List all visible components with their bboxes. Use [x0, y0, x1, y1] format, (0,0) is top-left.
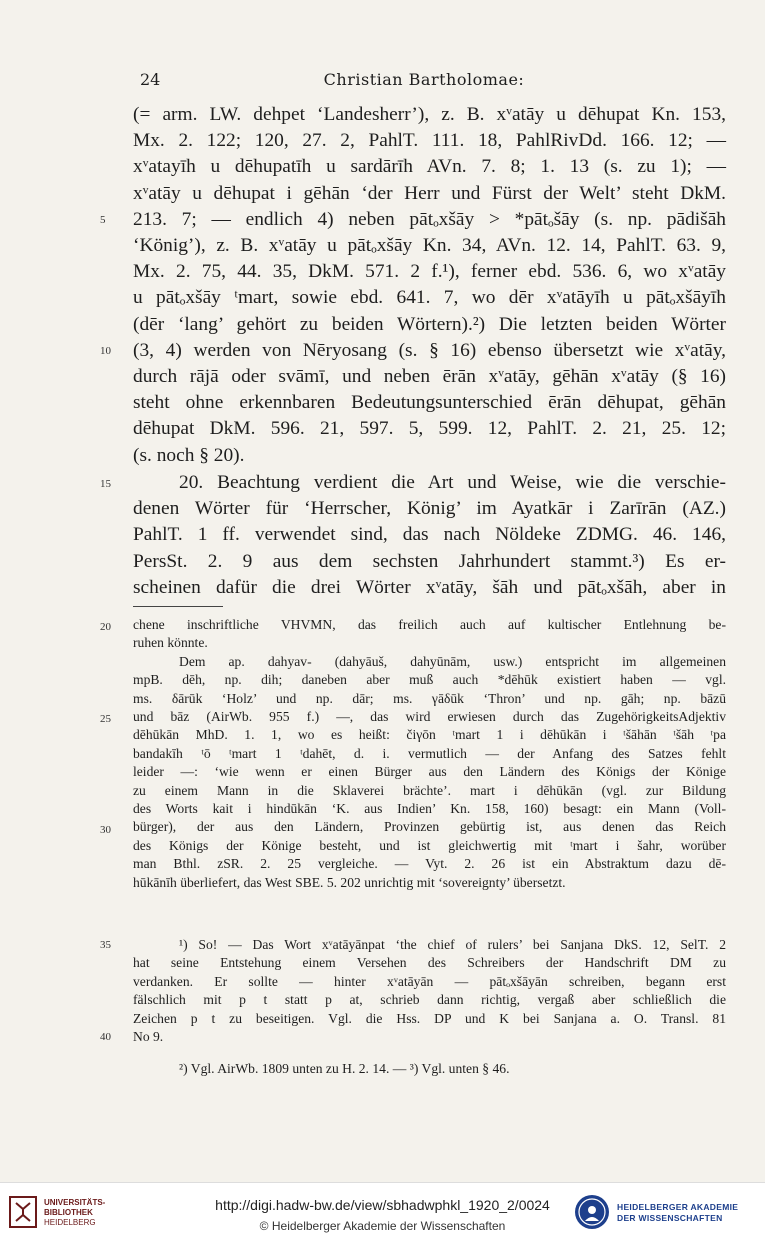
text-line: 213. 7; — endlich 4) neben pātₒxšāy > *pātₒšāy (s. np. pādišāh [133, 208, 726, 230]
footnote-line: zu einem Mann in die Sklaverei brächte’. mart i dēhūkān (vgl. zur Bildung [133, 782, 726, 798]
line-number: 25 [100, 713, 111, 725]
footnote-line: chene inschriftliche VHVMN, das freilich auch auf kultischer Entlehnung be- [133, 617, 726, 632]
text-line: ‘König’), z. B. xᵛatāy u pātₒxšāy Kn. 34, AVn. 12. 14, PahlT. 63. 9, [133, 235, 726, 257]
footnote-line: No 9. [133, 1029, 164, 1045]
text-line: (= arm. LW. dehpet ‘Landesherr’), z. B. xᵛatāy u dēhupat Kn. 153, [133, 104, 726, 125]
text-line: (3, 4) werden von Nēryosang (s. § 16) ebenso übersetzt wie xᵛatāy, [133, 339, 726, 361]
footnote-line: mpB. dēh, np. dih; daneben aber muß auch *dēhūk existiert haben — vgl. [133, 672, 726, 688]
library-logo-text: UNIVERSITÄTS- BIBLIOTHEK HEIDELBERG [44, 1198, 106, 1227]
footnote-2-3 [133, 1060, 726, 1078]
running-title: Christian Bartholomae: [323, 70, 525, 89]
footnote-line: des Worts kait i hindūkān ‘K. aus Indien’ Kn. 158, 160) besagt: ein Mann (Voll- [133, 801, 726, 817]
text-line: (dēr ‘lang’ gehört zu beiden Wörtern).²) Die letzten beiden Wörter [133, 313, 726, 335]
footnote-line: man Bthl. zSR. 2. 25 vergleiche. — Vyt. 2. 26 ist ein Abstraktum dazu dē- [133, 856, 726, 872]
text-line: scheinen dafür die drei Wörter xᵛatāy, šāh und pātₒxšāh, aber in [133, 576, 726, 598]
footnote-line: Zeichen p t zu beseitigen. Vgl. die Hss. DP und K bei Sanjana a. O. Transl. 81 [133, 1010, 726, 1026]
copyright-notice: © Heidelberger Akademie der Wissenschaften [259, 1219, 506, 1233]
footnote-line: bürger), der aus den Ländern, Provinzen gebürtig ist, aus denen das Reich [133, 819, 726, 835]
footnote-line: ¹) So! — Das Wort xᵛatāyānpat ‘the chief of rulers’ bei Sanjana DkS. 12, SelT. 2 [179, 937, 726, 952]
permalink-url[interactable]: http://digi.hadw-bw.de/view/sbhadwphkl_1920_2/0024 [215, 1197, 550, 1213]
line-number: 35 [100, 939, 111, 951]
text-line: xᵛatāy u dēhupat i gēhān ‘der Herr und Fürst der Welt’ steht DkM. [133, 182, 726, 204]
page-number: 24 [140, 70, 161, 89]
footnote-line: und bāz (AirWb. 955 f.) —, das wird erwiesen durch das ZugehörigkeitsAdjektiv [133, 709, 726, 725]
footnote-line: ²) Vgl. AirWb. 1809 unten zu H. 2. 14. — ³) Vgl. unten § 46. [179, 1061, 510, 1076]
footnote-line: hūkānīh überliefert, das West SBE. 5. 202 unrichtig mit ‘sovereignty’ übersetzt. [133, 874, 566, 890]
academy-logo[interactable] [573, 1193, 753, 1233]
line-number: 5 [100, 214, 106, 226]
footnote-line: hat seine Entstehung einem Versehen des Schreibers der Handschrift DM zu [133, 955, 726, 971]
footnote-divider [133, 606, 223, 607]
paragraph-1 [133, 102, 726, 469]
text-line: PersSt. 2. 9 aus dem sechsten Jahrhundert stammt.³) Es er- [133, 550, 726, 572]
footnote-line: verdanken. Er sollte — hinter xᵛatāyān — pātₒxšāyān schreiben, begann erst [133, 973, 726, 989]
footnote-line: leider —: ‘wie wenn er einen Bürger aus den Ländern des Königs der Könige [133, 764, 726, 780]
line-number: 20 [100, 621, 111, 633]
footnote-line: bandakīh ᵗō ᵗmart 1 ᵗdahēt, d. i. vermutlich — der Anfang des Satzes fehlt [133, 745, 726, 761]
line-number: 10 [100, 345, 111, 357]
text-line: PahlT. 1 ff. verwendet sind, das nach Nöldeke ZDMG. 46. 146, [133, 524, 726, 546]
academy-seal-icon [573, 1193, 611, 1231]
footnote-line: fälschlich mit p t statt p at, schrieb dann richtig, vergaß aber schließlich die [133, 992, 726, 1008]
footnote-line: dēhūkān MhD. 1. 1, wo es heißt: čiγōn ᵗmart 1 i dēhūkān i ᵗšāhān ᵗšāh ᵗpa [133, 727, 726, 743]
text-line: Mx. 2. 122; 120, 27. 2, PahlT. 111. 18, PahlRivDd. 166. 12; — [133, 130, 726, 152]
footnote-continuation [133, 616, 726, 892]
paragraph-20 [133, 470, 726, 601]
text-line: dēhupat DkM. 596. 21, 597. 5, 599. 12, PahlT. 2. 21, 25. 12; [133, 418, 726, 440]
text-line: u pātₒxšāy ᵗmart, sowie ebd. 641. 7, wo dēr xᵛatāyīh u pātₒxšāyīh [133, 287, 726, 309]
text-line: steht ohne erkennbaren Bedeutungsunterschied ērān dēhupat, gēhān [133, 392, 726, 414]
academy-logo-text: HEIDELBERGER AKADEMIE DER WISSENSCHAFTEN [617, 1202, 739, 1223]
section-heading-line: 20. Beachtung verdient die Art und Weise, wie die verschie- [179, 472, 726, 493]
line-number: 15 [100, 478, 111, 490]
page-header [140, 70, 708, 94]
text-line: xᵛatayīh u dēhupatīh u sardārīh AVn. 7. 8; 1. 13 (s. zu 1); — [133, 156, 726, 178]
line-number: 30 [100, 824, 111, 836]
footnote-line: ms. δārūk ‘Holz’ und np. dār; ms. γāδūk ‘Thron’ und np. gāh; np. bāzū [133, 690, 726, 706]
footnote-line: des Königs der Könige besteht, und ist gleichwertig mit ᵗmart i šahr, worüber [133, 837, 726, 853]
footnote-1 [133, 936, 726, 1046]
viewer-footer [0, 1182, 765, 1242]
text-line: Mx. 2. 75, 44. 35, DkM. 571. 2 f.¹), ferner ebd. 536. 6, wo xᵛatāy [133, 261, 726, 283]
line-number: 40 [100, 1031, 111, 1043]
footnote-line: ruhen könnte. [133, 635, 208, 651]
footnote-line: Dem ap. dahyav- (dahyāuš, dahyūnām, usw.) entspricht im allgemeinen [179, 653, 726, 669]
text-line: denen Wörter für ‘Herrscher, König’ im Ayatkār i Zarīrān (AZ.) [133, 498, 726, 520]
text-line: (s. noch § 20). [133, 444, 245, 466]
text-line: durch rājā oder svāmī, und neben ērān xᵛatāy, gēhān xᵛatāy (§ 16) [133, 366, 726, 388]
